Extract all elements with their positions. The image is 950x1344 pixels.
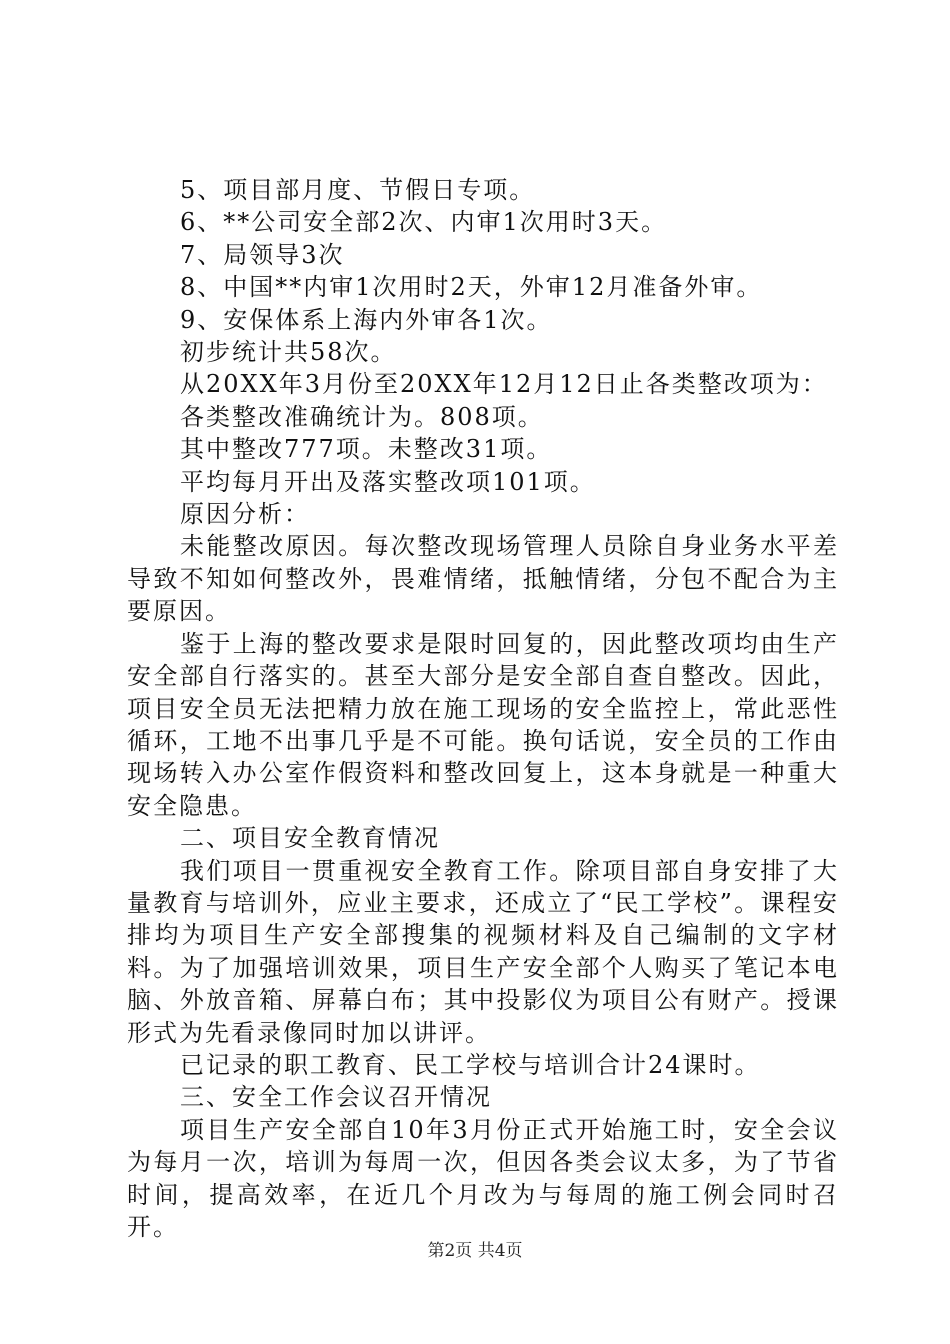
paragraph-item-5: 5、项目部月度、节假日专项。 <box>180 176 536 204</box>
document-body <box>127 174 839 1243</box>
page-number-footer: 第2页 共4页 <box>427 1241 523 1261</box>
paragraph-item-8: 8、中国**内审1次用时2天，外审12月准备外审。 <box>180 273 763 302</box>
paragraph-item-6: 6、**公司安全部2次、内审1次用时3天。 <box>180 208 668 237</box>
section-heading-meetings: 三、安全工作会议召开情况 <box>180 1083 492 1112</box>
paragraph-item-7: 7、局领导3次 <box>180 240 345 269</box>
paragraph-cause-detail: 未能整改原因。每次整改现场管理人员除自身业务水平差导致不知如何整改外，畏难情绪，抵触情绪，分包不配合为主要原因。 <box>127 532 839 626</box>
paragraph-rectification-total: 各类整改准确统计为。808项。 <box>180 402 544 431</box>
paragraph-education-hours: 已记录的职工教育、民工学校与培训合计24课时。 <box>180 1050 761 1079</box>
paragraph-cause-heading: 原因分析： <box>180 500 310 529</box>
paragraph-total-count: 初步统计共58次。 <box>180 338 397 367</box>
paragraph-meetings-detail: 项目生产安全部自10年3月份正式开始施工时，安全会议为每月一次，培训为每周一次，但因各类会议太多，为了节省时间，提高效率，在近几个月改为与每周的施工例会同时召开。 <box>127 1115 839 1241</box>
paragraph-education-detail: 我们项目一贯重视安全教育工作。除项目部自身安排了大量教育与培训外，应业主要求，还成立了“民工学校”。课程安排均为项目生产安全部搜集的视频材料及自己编制的文字材料。为了加强培训效果，项目生产安全部个人购买了笔记本电脑、外放音箱、屏幕白布；其中投影仪为项目公有财产。授课形式为先看录像同时加以讲评。 <box>127 856 839 1047</box>
section-heading-education: 二、项目安全教育情况 <box>180 824 440 853</box>
paragraph-rectification-period: 从20XX年3月份至20XX年12月12日止各类整改项为： <box>180 370 828 399</box>
paragraph-monthly-average: 平均每月开出及落实整改项101项。 <box>180 467 596 496</box>
paragraph-shanghai-requirement: 鉴于上海的整改要求是限时回复的，因此整改项均由生产安全部自行落实的。甚至大部分是安全部自查自整改。因此，项目安全员无法把精力放在施工现场的安全监控上，常此恶性循环，工地不出事几乎是不可能。换句话说，安全员的工作由现场转入办公室作假资料和整改回复上，这本身就是一种重大安全隐患。 <box>127 629 839 820</box>
paragraph-item-9: 9、安保体系上海内外审各1次。 <box>180 305 553 334</box>
paragraph-rectification-breakdown: 其中整改777项。未整改31项。 <box>180 435 553 464</box>
